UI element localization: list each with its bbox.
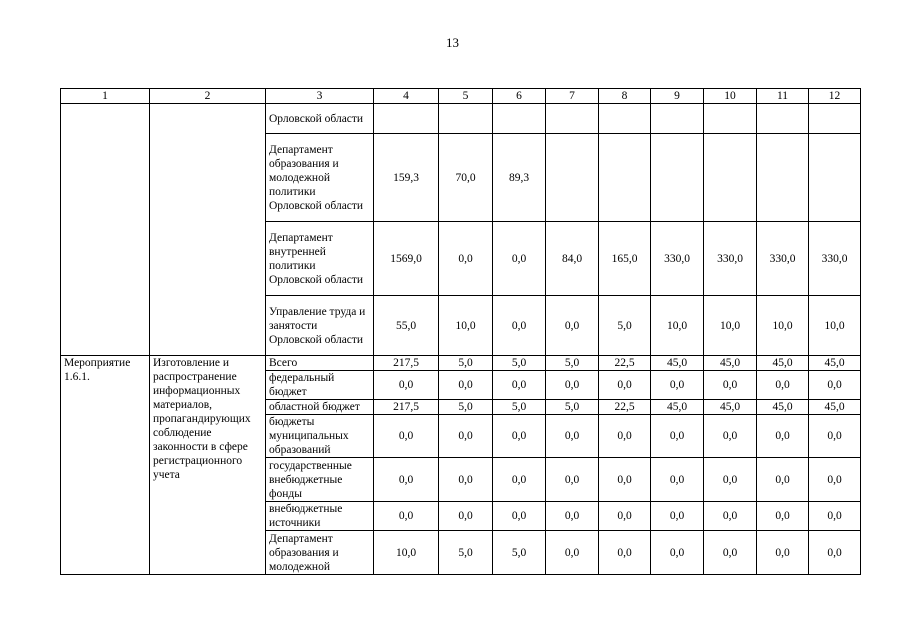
value-cell: 89,3	[493, 134, 546, 222]
column-number-5: 5	[439, 89, 493, 104]
value-cell: 5,0	[546, 400, 599, 415]
value-cell: 330,0	[651, 222, 704, 296]
value-cell	[546, 134, 599, 222]
column-number-8: 8	[599, 89, 651, 104]
value-cell: 0,0	[599, 531, 651, 575]
value-cell: 45,0	[757, 400, 809, 415]
value-cell: 0,0	[651, 415, 704, 458]
table-header-row	[61, 89, 861, 104]
value-cell: 0,0	[704, 458, 757, 502]
value-cell: 5,0	[439, 400, 493, 415]
value-cell: 0,0	[546, 415, 599, 458]
value-cell: 5,0	[439, 356, 493, 371]
value-cell	[809, 104, 861, 134]
value-cell: 0,0	[493, 502, 546, 531]
value-cell	[809, 134, 861, 222]
value-cell: 10,0	[374, 531, 439, 575]
value-cell: 5,0	[439, 531, 493, 575]
value-cell: 0,0	[599, 458, 651, 502]
source-label: государственные внебюджетные фонды	[266, 458, 374, 502]
value-cell: 5,0	[493, 356, 546, 371]
table-row	[61, 356, 861, 371]
column-number-7: 7	[546, 89, 599, 104]
value-cell	[546, 104, 599, 134]
value-cell	[493, 104, 546, 134]
value-cell: 10,0	[809, 296, 861, 356]
column-number-12: 12	[809, 89, 861, 104]
value-cell: 0,0	[704, 502, 757, 531]
value-cell: 330,0	[704, 222, 757, 296]
value-cell: 0,0	[757, 531, 809, 575]
value-cell: 0,0	[546, 458, 599, 502]
value-cell: 0,0	[757, 371, 809, 400]
value-cell: 0,0	[439, 502, 493, 531]
value-cell: 0,0	[546, 531, 599, 575]
value-cell: 45,0	[704, 400, 757, 415]
source-label: областной бюджет	[266, 400, 374, 415]
value-cell	[704, 134, 757, 222]
column-number-3: 3	[266, 89, 374, 104]
value-cell: 0,0	[493, 415, 546, 458]
value-cell: 45,0	[809, 356, 861, 371]
value-cell: 0,0	[651, 502, 704, 531]
value-cell: 165,0	[599, 222, 651, 296]
value-cell: 330,0	[757, 222, 809, 296]
value-cell: 0,0	[546, 371, 599, 400]
value-cell: 5,0	[599, 296, 651, 356]
column-number-4: 4	[374, 89, 439, 104]
column-number-6: 6	[493, 89, 546, 104]
value-cell: 0,0	[704, 531, 757, 575]
source-label: Департамент внутренней политики Орловской области	[266, 222, 374, 296]
value-cell: 0,0	[599, 502, 651, 531]
value-cell: 0,0	[809, 502, 861, 531]
value-cell: 159,3	[374, 134, 439, 222]
value-cell: 0,0	[704, 371, 757, 400]
value-cell: 0,0	[757, 415, 809, 458]
source-label: внебюджетные источники	[266, 502, 374, 531]
value-cell: 0,0	[374, 415, 439, 458]
source-label: федеральный бюджет	[266, 371, 374, 400]
value-cell	[757, 134, 809, 222]
column-number-1: 1	[61, 89, 150, 104]
value-cell: 0,0	[374, 502, 439, 531]
value-cell: 10,0	[704, 296, 757, 356]
value-cell: 0,0	[809, 371, 861, 400]
value-cell: 0,0	[809, 415, 861, 458]
value-cell: 0,0	[546, 296, 599, 356]
value-cell: 70,0	[439, 134, 493, 222]
table-row	[61, 104, 861, 134]
value-cell: 55,0	[374, 296, 439, 356]
value-cell: 22,5	[599, 356, 651, 371]
value-cell: 5,0	[493, 531, 546, 575]
value-cell: 0,0	[757, 458, 809, 502]
value-cell: 0,0	[809, 531, 861, 575]
value-cell: 0,0	[809, 458, 861, 502]
column-number-9: 9	[651, 89, 704, 104]
table-body	[61, 89, 861, 575]
value-cell: 0,0	[439, 222, 493, 296]
value-cell: 0,0	[651, 458, 704, 502]
value-cell: 10,0	[439, 296, 493, 356]
value-cell: 45,0	[651, 356, 704, 371]
value-cell: 45,0	[757, 356, 809, 371]
value-cell	[757, 104, 809, 134]
value-cell: 217,5	[374, 356, 439, 371]
value-cell: 45,0	[651, 400, 704, 415]
value-cell: 0,0	[546, 502, 599, 531]
value-cell: 10,0	[651, 296, 704, 356]
value-cell: 22,5	[599, 400, 651, 415]
measure-title: Изготовление и распространение информационных материалов, пропагандирующих соблюдение законности в сфере регистрационного учета	[150, 356, 266, 575]
value-cell: 0,0	[493, 296, 546, 356]
measure-number: Мероприятие 1.6.1.	[61, 356, 150, 575]
source-label: Департамент образования и молодежной	[266, 531, 374, 575]
budget-table	[60, 88, 861, 575]
value-cell	[374, 104, 439, 134]
value-cell: 0,0	[439, 458, 493, 502]
value-cell	[439, 104, 493, 134]
value-cell: 0,0	[757, 502, 809, 531]
value-cell: 45,0	[704, 356, 757, 371]
value-cell: 1569,0	[374, 222, 439, 296]
source-label: Орловской области	[266, 104, 374, 134]
value-cell: 0,0	[493, 458, 546, 502]
source-label: бюджеты муниципальных образований	[266, 415, 374, 458]
value-cell: 217,5	[374, 400, 439, 415]
value-cell: 45,0	[809, 400, 861, 415]
value-cell	[704, 104, 757, 134]
measure-cell-empty	[61, 104, 150, 356]
value-cell: 0,0	[651, 531, 704, 575]
value-cell: 0,0	[651, 371, 704, 400]
column-number-2: 2	[150, 89, 266, 104]
value-cell: 0,0	[374, 458, 439, 502]
value-cell: 0,0	[493, 222, 546, 296]
value-cell: 0,0	[599, 371, 651, 400]
value-cell: 0,0	[439, 371, 493, 400]
value-cell	[651, 134, 704, 222]
value-cell: 84,0	[546, 222, 599, 296]
source-label: Управление труда и занятости Орловской области	[266, 296, 374, 356]
value-cell: 0,0	[704, 415, 757, 458]
value-cell: 0,0	[439, 415, 493, 458]
value-cell: 5,0	[493, 400, 546, 415]
value-cell: 0,0	[374, 371, 439, 400]
column-number-11: 11	[757, 89, 809, 104]
value-cell	[599, 104, 651, 134]
column-number-10: 10	[704, 89, 757, 104]
source-label: Департамент образования и молодежной политики Орловской области	[266, 134, 374, 222]
value-cell: 330,0	[809, 222, 861, 296]
value-cell: 0,0	[493, 371, 546, 400]
source-label: Всего	[266, 356, 374, 371]
value-cell: 5,0	[546, 356, 599, 371]
value-cell: 0,0	[599, 415, 651, 458]
page-number: 13	[446, 35, 459, 50]
value-cell	[599, 134, 651, 222]
measure-title-cell-empty	[150, 104, 266, 356]
value-cell	[651, 104, 704, 134]
value-cell: 10,0	[757, 296, 809, 356]
